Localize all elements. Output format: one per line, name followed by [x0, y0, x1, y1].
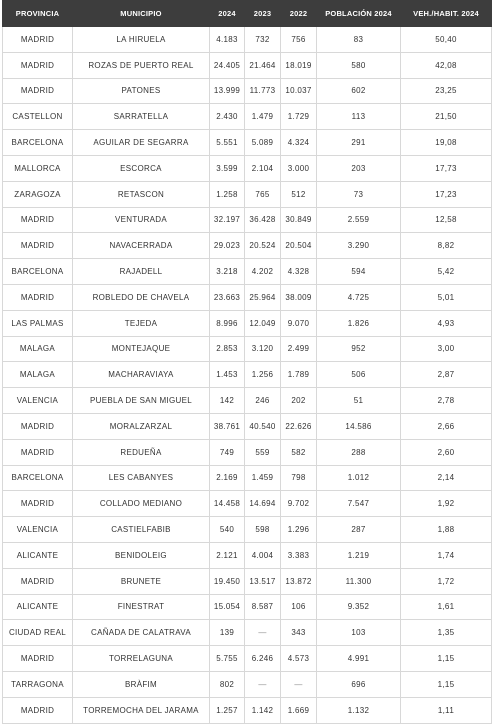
municipio-cell: VENTURADA [73, 207, 210, 233]
year-2023-cell: 4.004 [245, 542, 281, 568]
table-row [3, 465, 492, 491]
year-2022-cell: 10.037 [281, 78, 317, 104]
header-2024: 2024 [210, 1, 245, 27]
year-2022-cell: 22.626 [281, 413, 317, 439]
table-row [3, 542, 492, 568]
municipio-cell: NAVACERRADA [73, 233, 210, 259]
year-2023-cell: 13.517 [245, 568, 281, 594]
year-2024-cell: 142 [210, 388, 245, 414]
year-2024-cell: 8.996 [210, 310, 245, 336]
poblacion-cell: 4.725 [317, 284, 401, 310]
provincia-cell: MADRID [3, 439, 73, 465]
veh-habit-cell: 1,11 [401, 697, 492, 723]
municipio-cell: TORREMOCHA DEL JARAMA [73, 697, 210, 723]
provincia-cell: MALLORCA [3, 155, 73, 181]
table-row [3, 620, 492, 646]
veh-habit-cell: 2,87 [401, 362, 492, 388]
municipio-cell: TEJEDA [73, 310, 210, 336]
year-2024-cell: 4.183 [210, 27, 245, 53]
table-row [3, 568, 492, 594]
header-poblacion-2024: POBLACIÓN 2024 [317, 1, 401, 27]
municipio-cell: ESCORCA [73, 155, 210, 181]
year-2022-cell: 4.324 [281, 130, 317, 156]
table-row [3, 491, 492, 517]
year-2024-cell: 3.599 [210, 155, 245, 181]
header-2022: 2022 [281, 1, 317, 27]
provincia-cell: VALENCIA [3, 517, 73, 543]
poblacion-cell: 1.826 [317, 310, 401, 336]
year-2023-cell: 1.459 [245, 465, 281, 491]
year-2022-cell: 798 [281, 465, 317, 491]
year-2023-cell: 732 [245, 27, 281, 53]
vehicles-table [2, 0, 492, 724]
poblacion-cell: 1.219 [317, 542, 401, 568]
year-2023-cell: 3.120 [245, 336, 281, 362]
veh-habit-cell: 2,14 [401, 465, 492, 491]
year-2022-cell: 756 [281, 27, 317, 53]
year-2022-cell: 13.872 [281, 568, 317, 594]
year-2022-cell: 512 [281, 181, 317, 207]
veh-habit-cell: 23,25 [401, 78, 492, 104]
veh-habit-cell: 8,82 [401, 233, 492, 259]
veh-habit-cell: 5,01 [401, 284, 492, 310]
table-row [3, 697, 492, 723]
year-2023-cell: 11.773 [245, 78, 281, 104]
header-veh-habit-2024: VEH./HABIT. 2024 [401, 1, 492, 27]
year-2024-cell: 2.430 [210, 104, 245, 130]
year-2022-cell: 4.573 [281, 646, 317, 672]
municipio-cell: PATONES [73, 78, 210, 104]
year-2023-cell: 1.479 [245, 104, 281, 130]
veh-habit-cell: 21,50 [401, 104, 492, 130]
veh-habit-cell: 1,88 [401, 517, 492, 543]
poblacion-cell: 506 [317, 362, 401, 388]
municipio-cell: RETASCON [73, 181, 210, 207]
poblacion-cell: 203 [317, 155, 401, 181]
provincia-cell: MADRID [3, 27, 73, 53]
municipio-cell: FINESTRAT [73, 594, 210, 620]
municipio-cell: PUEBLA DE SAN MIGUEL [73, 388, 210, 414]
municipio-cell: CASTIELFABIB [73, 517, 210, 543]
year-2024-cell: 32.197 [210, 207, 245, 233]
poblacion-cell: 952 [317, 336, 401, 362]
table-row [3, 671, 492, 697]
year-2023-cell: 559 [245, 439, 281, 465]
veh-habit-cell: 12,58 [401, 207, 492, 233]
municipio-cell: BENIDOLEIG [73, 542, 210, 568]
municipio-cell: LES CABANYES [73, 465, 210, 491]
municipio-cell: ROZAS DE PUERTO REAL [73, 52, 210, 78]
municipio-cell: ROBLEDO DE CHAVELA [73, 284, 210, 310]
year-2024-cell: 540 [210, 517, 245, 543]
provincia-cell: CASTELLON [3, 104, 73, 130]
year-2024-cell: 749 [210, 439, 245, 465]
header-provincia: PROVINCIA [3, 1, 73, 27]
poblacion-cell: 594 [317, 259, 401, 285]
year-2022-cell: 1.669 [281, 697, 317, 723]
year-2023-cell: — [245, 671, 281, 697]
year-2024-cell: 1.258 [210, 181, 245, 207]
poblacion-cell: 288 [317, 439, 401, 465]
provincia-cell: BARCELONA [3, 259, 73, 285]
year-2023-cell: 4.202 [245, 259, 281, 285]
table-row [3, 517, 492, 543]
year-2024-cell: 802 [210, 671, 245, 697]
year-2023-cell: 765 [245, 181, 281, 207]
provincia-cell: MADRID [3, 78, 73, 104]
year-2022-cell: 9.070 [281, 310, 317, 336]
veh-habit-cell: 17,73 [401, 155, 492, 181]
year-2024-cell: 13.999 [210, 78, 245, 104]
year-2022-cell: 582 [281, 439, 317, 465]
provincia-cell: CIUDAD REAL [3, 620, 73, 646]
veh-habit-cell: 42,08 [401, 52, 492, 78]
municipio-cell: SARRATELLA [73, 104, 210, 130]
year-2023-cell: 12.049 [245, 310, 281, 336]
poblacion-cell: 2.559 [317, 207, 401, 233]
header-row [3, 1, 492, 27]
header-2023: 2023 [245, 1, 281, 27]
provincia-cell: MADRID [3, 207, 73, 233]
year-2024-cell: 1.453 [210, 362, 245, 388]
year-2022-cell: 202 [281, 388, 317, 414]
veh-habit-cell: 4,93 [401, 310, 492, 336]
poblacion-cell: 14.586 [317, 413, 401, 439]
provincia-cell: BARCELONA [3, 130, 73, 156]
veh-habit-cell: 2,60 [401, 439, 492, 465]
veh-habit-cell: 1,74 [401, 542, 492, 568]
table-row [3, 207, 492, 233]
poblacion-cell: 113 [317, 104, 401, 130]
poblacion-cell: 51 [317, 388, 401, 414]
table-row [3, 646, 492, 672]
year-2024-cell: 38.761 [210, 413, 245, 439]
poblacion-cell: 3.290 [317, 233, 401, 259]
year-2022-cell: 1.729 [281, 104, 317, 130]
year-2022-cell: 38.009 [281, 284, 317, 310]
year-2024-cell: 5.551 [210, 130, 245, 156]
provincia-cell: ALICANTE [3, 594, 73, 620]
year-2024-cell: 14.458 [210, 491, 245, 517]
year-2023-cell: 246 [245, 388, 281, 414]
table-row [3, 52, 492, 78]
year-2023-cell: 20.524 [245, 233, 281, 259]
provincia-cell: MADRID [3, 52, 73, 78]
municipio-cell: COLLADO MEDIANO [73, 491, 210, 517]
year-2024-cell: 24.405 [210, 52, 245, 78]
veh-habit-cell: 17,23 [401, 181, 492, 207]
year-2023-cell: 14.694 [245, 491, 281, 517]
year-2022-cell: 1.789 [281, 362, 317, 388]
veh-habit-cell: 1,15 [401, 646, 492, 672]
year-2023-cell: — [245, 620, 281, 646]
year-2022-cell: 3.383 [281, 542, 317, 568]
municipio-cell: CAÑADA DE CALATRAVA [73, 620, 210, 646]
provincia-cell: MADRID [3, 491, 73, 517]
year-2024-cell: 3.218 [210, 259, 245, 285]
provincia-cell: LAS PALMAS [3, 310, 73, 336]
veh-habit-cell: 1,72 [401, 568, 492, 594]
municipio-cell: RAJADELL [73, 259, 210, 285]
veh-habit-cell: 1,92 [401, 491, 492, 517]
poblacion-cell: 83 [317, 27, 401, 53]
year-2023-cell: 1.256 [245, 362, 281, 388]
municipio-cell: MORALZARZAL [73, 413, 210, 439]
provincia-cell: MALAGA [3, 336, 73, 362]
table-row [3, 104, 492, 130]
poblacion-cell: 580 [317, 52, 401, 78]
year-2022-cell: 30.849 [281, 207, 317, 233]
year-2022-cell: 9.702 [281, 491, 317, 517]
year-2022-cell: — [281, 671, 317, 697]
provincia-cell: MADRID [3, 568, 73, 594]
year-2024-cell: 2.121 [210, 542, 245, 568]
provincia-cell: MALAGA [3, 362, 73, 388]
year-2022-cell: 4.328 [281, 259, 317, 285]
veh-habit-cell: 3,00 [401, 336, 492, 362]
municipio-cell: BRUNETE [73, 568, 210, 594]
poblacion-cell: 7.547 [317, 491, 401, 517]
poblacion-cell: 4.991 [317, 646, 401, 672]
provincia-cell: TARRAGONA [3, 671, 73, 697]
poblacion-cell: 602 [317, 78, 401, 104]
veh-habit-cell: 1,61 [401, 594, 492, 620]
year-2024-cell: 139 [210, 620, 245, 646]
provincia-cell: MADRID [3, 284, 73, 310]
table-row [3, 27, 492, 53]
year-2024-cell: 2.169 [210, 465, 245, 491]
year-2023-cell: 5.089 [245, 130, 281, 156]
provincia-cell: ZARAGOZA [3, 181, 73, 207]
table-row [3, 259, 492, 285]
table-row [3, 155, 492, 181]
year-2022-cell: 106 [281, 594, 317, 620]
table-row [3, 594, 492, 620]
municipio-cell: TORRELAGUNA [73, 646, 210, 672]
year-2023-cell: 25.964 [245, 284, 281, 310]
table-body [3, 27, 492, 724]
year-2023-cell: 8.587 [245, 594, 281, 620]
provincia-cell: MADRID [3, 413, 73, 439]
table-row [3, 362, 492, 388]
year-2023-cell: 21.464 [245, 52, 281, 78]
veh-habit-cell: 1,35 [401, 620, 492, 646]
poblacion-cell: 1.132 [317, 697, 401, 723]
year-2022-cell: 3.000 [281, 155, 317, 181]
veh-habit-cell: 19,08 [401, 130, 492, 156]
veh-habit-cell: 50,40 [401, 27, 492, 53]
year-2022-cell: 1.296 [281, 517, 317, 543]
year-2022-cell: 18.019 [281, 52, 317, 78]
year-2024-cell: 2.853 [210, 336, 245, 362]
table-row [3, 336, 492, 362]
table-row [3, 439, 492, 465]
provincia-cell: MADRID [3, 646, 73, 672]
table-row [3, 284, 492, 310]
municipio-cell: MACHARAVIAYA [73, 362, 210, 388]
year-2023-cell: 40.540 [245, 413, 281, 439]
municipio-cell: BRÀFIM [73, 671, 210, 697]
provincia-cell: BARCELONA [3, 465, 73, 491]
year-2024-cell: 23.663 [210, 284, 245, 310]
veh-habit-cell: 2,78 [401, 388, 492, 414]
veh-habit-cell: 2,66 [401, 413, 492, 439]
poblacion-cell: 73 [317, 181, 401, 207]
year-2022-cell: 343 [281, 620, 317, 646]
year-2024-cell: 19.450 [210, 568, 245, 594]
poblacion-cell: 103 [317, 620, 401, 646]
year-2024-cell: 29.023 [210, 233, 245, 259]
poblacion-cell: 291 [317, 130, 401, 156]
year-2023-cell: 36.428 [245, 207, 281, 233]
year-2023-cell: 6.246 [245, 646, 281, 672]
year-2024-cell: 15.054 [210, 594, 245, 620]
table-row [3, 413, 492, 439]
year-2024-cell: 1.257 [210, 697, 245, 723]
year-2023-cell: 2.104 [245, 155, 281, 181]
provincia-cell: MADRID [3, 233, 73, 259]
poblacion-cell: 696 [317, 671, 401, 697]
table-row [3, 78, 492, 104]
poblacion-cell: 9.352 [317, 594, 401, 620]
poblacion-cell: 11.300 [317, 568, 401, 594]
table-row [3, 388, 492, 414]
year-2022-cell: 2.499 [281, 336, 317, 362]
poblacion-cell: 287 [317, 517, 401, 543]
poblacion-cell: 1.012 [317, 465, 401, 491]
table-row [3, 233, 492, 259]
year-2022-cell: 20.504 [281, 233, 317, 259]
provincia-cell: MADRID [3, 697, 73, 723]
municipio-cell: AGUILAR DE SEGARRA [73, 130, 210, 156]
year-2023-cell: 598 [245, 517, 281, 543]
veh-habit-cell: 1,15 [401, 671, 492, 697]
year-2023-cell: 1.142 [245, 697, 281, 723]
provincia-cell: ALICANTE [3, 542, 73, 568]
year-2024-cell: 5.755 [210, 646, 245, 672]
table-row [3, 181, 492, 207]
table-row [3, 130, 492, 156]
table-row [3, 310, 492, 336]
municipio-cell: MONTEJAQUE [73, 336, 210, 362]
municipio-cell: REDUEÑA [73, 439, 210, 465]
municipio-cell: LA HIRUELA [73, 27, 210, 53]
header-municipio: MUNICIPIO [73, 1, 210, 27]
veh-habit-cell: 5,42 [401, 259, 492, 285]
provincia-cell: VALENCIA [3, 388, 73, 414]
